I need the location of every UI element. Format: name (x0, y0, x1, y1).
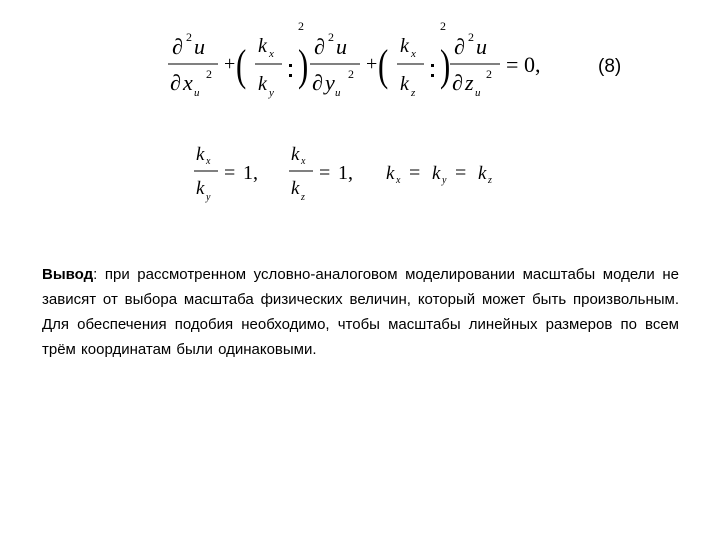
term3-numerator-sq: 2 (468, 30, 474, 44)
term3-denominator-sub: u (475, 87, 481, 99)
cond3-kx: k (386, 163, 395, 184)
cond2-kz: k (291, 178, 300, 199)
term2-denominator-y: y (325, 70, 335, 95)
bracket1-right: ) (298, 41, 309, 91)
cond3-ky: k (432, 163, 441, 184)
cond3-kx-sub: x (396, 175, 401, 186)
bracket1-kx-sub: x (269, 48, 274, 60)
term3-denominator-z: z (465, 70, 474, 95)
equation-number: (8) (598, 56, 622, 77)
bracket2-dot-lower (431, 74, 434, 77)
bracket2-dot-upper (431, 64, 434, 67)
cond1-one: 1, (243, 162, 258, 184)
bracket2-kz: k (400, 73, 409, 95)
term3-denominator-partial: ∂ (452, 70, 463, 95)
rhs-zero: 0, (524, 52, 541, 77)
conclusion-paragraph (42, 262, 679, 362)
cond3-ky-sub: y (442, 175, 447, 186)
term3-numerator-partial: ∂ (454, 34, 465, 59)
term2-denominator-sub: u (335, 87, 341, 99)
cond2-kx: k (291, 144, 300, 165)
cond3-kz-sub: z (488, 175, 492, 186)
equals-sign: = (506, 52, 519, 77)
cond2-equals: = (319, 162, 331, 184)
bracket2-left: ( (378, 41, 389, 91)
cond2-one: 1, (338, 162, 353, 184)
cond3-equals-1: = (409, 162, 421, 184)
bracket2-kx: k (400, 35, 409, 57)
cond1-kx: k (196, 144, 205, 165)
term1-denominator-sq: 2 (206, 67, 212, 81)
equation-scale-conditions (0, 134, 720, 204)
plus-2: + (366, 53, 378, 75)
cond2-kx-sub: x (301, 156, 306, 167)
bracket1-dot-upper (289, 64, 292, 67)
bracket2-sq: 2 (440, 19, 446, 33)
term2-numerator-sq: 2 (328, 30, 334, 44)
term1-denominator-x: x (183, 70, 193, 95)
bracket1-left: ( (236, 41, 247, 91)
term1-numerator-sq: 2 (186, 30, 192, 44)
plus-1: + (224, 53, 236, 75)
term3-numerator-u: u (476, 34, 487, 59)
bracket1-dot-lower (289, 74, 292, 77)
cond1-kx-sub: x (206, 156, 211, 167)
cond1-ky-sub: y (206, 192, 211, 203)
cond3-kz: k (478, 163, 487, 184)
bracket1-ky-sub: y (269, 87, 274, 99)
cond1-ky: k (196, 178, 205, 199)
term2-numerator-partial: ∂ (314, 34, 325, 59)
cond1-equals: = (224, 162, 236, 184)
term3-denominator-sq: 2 (486, 67, 492, 81)
bracket1-ky: k (258, 73, 267, 95)
term1-numerator-partial: ∂ (172, 34, 183, 59)
term2-denominator-partial: ∂ (312, 70, 323, 95)
bracket2-right: ) (440, 41, 451, 91)
bracket2-kx-sub: x (411, 48, 416, 60)
cond3-equals-2: = (455, 162, 467, 184)
conclusion-heading: Вывод (42, 266, 94, 283)
cond2-kz-sub: z (301, 192, 305, 203)
term1-denominator-partial: ∂ (170, 70, 181, 95)
bracket1-sq: 2 (298, 19, 304, 33)
bracket1-kx: k (258, 35, 267, 57)
term2-numerator-u: u (336, 34, 347, 59)
bracket2-kz-sub: z (411, 87, 416, 99)
term1-numerator-u: u (194, 34, 205, 59)
term1-denominator-sub: u (194, 87, 200, 99)
conclusion-text: : при рассмотренном условно-аналоговом моделировании масштабы модели не зависят от выбора масштаба физических величин, который может быть произвольным. Для обеспечения подобия необходимо, чтобы масштабы линейных размеров по всем трём координатам были одинаковыми. (42, 266, 679, 358)
term2-denominator-sq: 2 (348, 67, 354, 81)
